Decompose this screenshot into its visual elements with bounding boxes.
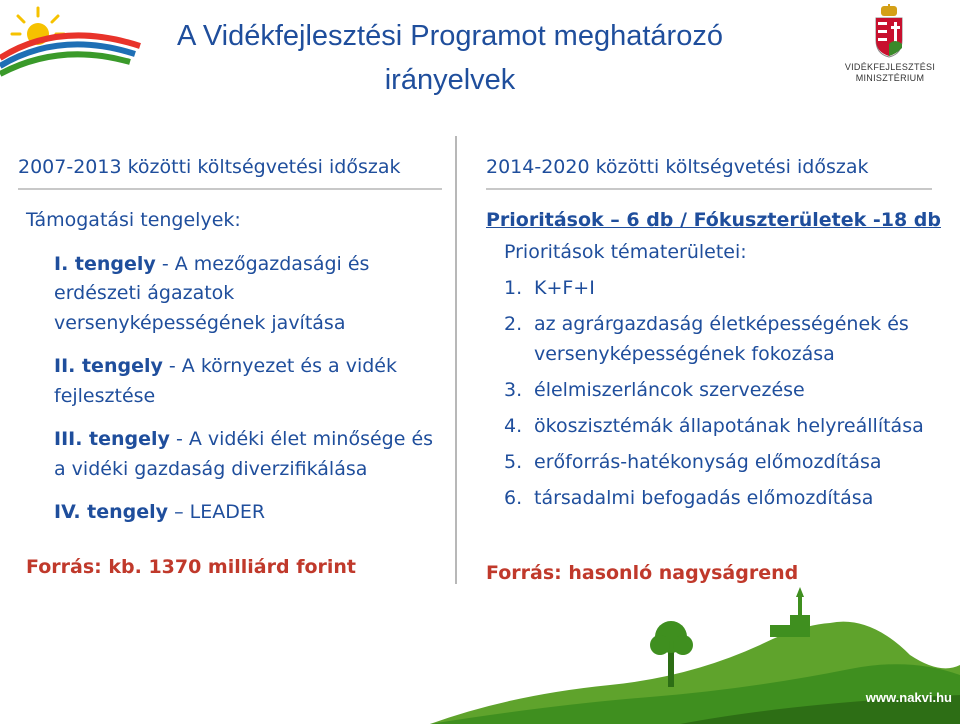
list-item-text: az agrárgazdaság életképességének és versenyképességének fokozása (534, 313, 909, 365)
list-item-text: erőforrás-hatékonyság előmozdítása (534, 451, 882, 473)
ministry-name-line1: VIDÉKFEJLESZTÉSI (844, 62, 936, 72)
list-item-number: 3. (504, 379, 523, 401)
axis-label: II. tengely (54, 355, 163, 377)
axis-separator: - (169, 428, 189, 450)
axis-text: LEADER (189, 501, 266, 523)
list-item-text: K+F+I (534, 277, 595, 299)
axis-item-3 (26, 425, 446, 484)
left-source-label: Forrás: kb. (26, 556, 142, 578)
axis-item-1 (26, 250, 446, 339)
axis-label: I. tengely (54, 252, 156, 275)
list-item (504, 483, 946, 513)
right-column-content (486, 205, 946, 513)
axis-item-2 (26, 352, 446, 411)
list-item-number: 4. (504, 415, 523, 437)
list-item-text: ökoszisztémák állapotának helyreállítása (534, 415, 924, 437)
list-item-number: 5. (504, 451, 523, 473)
priorities-subheading: Prioritások tématerületei: (504, 241, 747, 263)
list-item-number: 2. (504, 313, 523, 335)
footer-url: www.nakvi.hu (865, 690, 952, 705)
list-item (504, 375, 946, 405)
column-divider (455, 136, 457, 584)
list-item-text: társadalmi befogadás előmozdítása (534, 487, 874, 509)
axis-text: A vidéki élet minősége és a vidéki gazdaság diverzifikálása (54, 428, 434, 480)
ministry-name-line2: MINISZTÉRIUM (855, 73, 925, 83)
left-source (26, 556, 356, 578)
axis-item-4 (26, 498, 446, 528)
axis-text: A környezet és a vidék fejlesztése (54, 355, 397, 407)
priorities-list (486, 273, 946, 513)
axis-separator: - (162, 355, 182, 377)
list-item-text: élelmiszerláncok szervezése (534, 379, 805, 401)
axes-intro: Támogatási tengelyek: (26, 209, 241, 231)
ministry-logo (830, 4, 940, 94)
right-source: Forrás: hasonló nagyságrend (486, 562, 799, 584)
left-column-content (26, 206, 446, 528)
page-title: A Vidékfejlesztési Programot meghatározó irányelvek (177, 20, 723, 96)
axis-label: IV. tengely (54, 501, 169, 523)
left-column-header: 2007-2013 közötti költségvetési időszak (18, 152, 442, 190)
list-item (504, 411, 946, 441)
list-item (504, 309, 946, 369)
list-item-number: 6. (504, 487, 523, 509)
priorities-heading: Prioritások – 6 db / Fókuszterületek -18 db (486, 209, 941, 231)
list-item-number: 1. (504, 277, 523, 299)
left-source-value: 1370 milliárd forint (148, 556, 356, 578)
hungarian-coat-of-arms-icon (872, 4, 906, 58)
axis-text: A mezőgazdasági és erdészeti ágazatok versenyképességének javítása (54, 252, 370, 334)
right-column-header: 2014-2020 közötti költségvetési időszak (486, 152, 932, 190)
list-item (504, 273, 946, 303)
list-item (504, 447, 946, 477)
axis-label: III. tengely (54, 428, 170, 450)
axis-separator: – (168, 501, 190, 523)
sun-rays-logo-icon (0, 0, 150, 80)
axis-separator: - (155, 252, 175, 275)
